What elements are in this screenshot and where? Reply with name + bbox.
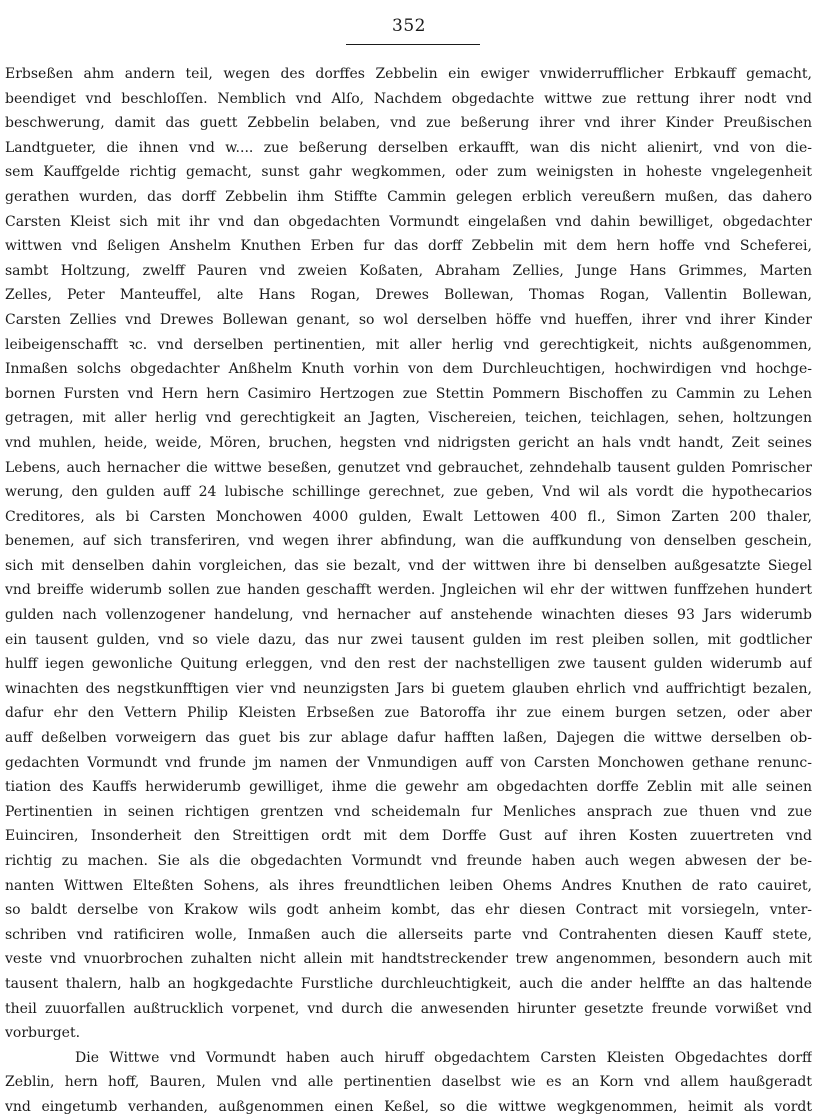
text-line: benemen, auf sich transferiren, vnd wegen ihrer abfindung, wan die auffkundung von denselben geschein, xyxy=(5,533,812,550)
text-line: winachten des negstkunfftigen vier vnd neunzigsten Jars bi guetem glauben ehrlich vnd auffrichtigt bezalen, xyxy=(5,680,812,697)
text-line: beendiget vnd beschloſſen. Nemblich vnd Alſo, Nachdem obgedachte wittwe zue rettung ihrer nodt vnd xyxy=(5,90,812,107)
text-line: beschwerung, damit das guett Zebbelin belaben, vnd zue beßerung ihrer vnd ihrer Kinder Preußischen xyxy=(5,115,812,132)
text-line: leibeigenschafft ꝛc. vnd derselben pertinentien, mit aller herlig vnd gerechtigkeit, nichts außgenommen, xyxy=(5,336,812,353)
text-line: vorburget. xyxy=(5,1025,81,1042)
text-line: vnd muhlen, heide, weide, Mören, bruchen, hegsten vnd nidrigsten gericht an hals vndt handt, Zeit seines xyxy=(5,434,812,451)
page-number: 352 xyxy=(392,16,426,36)
text-line: tausent thalern, halb an hogkgedachte Furstliche durchleuchtigkeit, auch die ander helffte an das haltende xyxy=(5,975,812,992)
text-line: Inmaßen solchs obgedachter Anßhelm Knuth vorhin von dem Durchleuchtigen, hochwirdigen vnd hochge- xyxy=(5,361,812,378)
text-line: so baldt derselbe von Krakow wils godt anheim kombt, das ehr diesen Contract mit vorsiegeln, vnter- xyxy=(5,902,812,919)
text-line: wittwen vnd ßeligen Anshelm Knuthen Erben fur das dorff Zebbelin mit dem hern hoffe vnd Scheferei, xyxy=(5,238,812,255)
paragraph xyxy=(5,62,812,1046)
text-line: Zeblin, hern hoff, Bauren, Mulen vnd alle pertinentien daselbst wie es an Korn vnd allem haußgeradt xyxy=(5,1074,812,1091)
text-line: Die Wittwe vnd Vormundt haben auch hiruff obgedachtem Carsten Kleisten Obgedachtes dorff xyxy=(75,1049,812,1066)
paragraph xyxy=(5,1046,812,1120)
text-line: Erbseßen ahm andern teil, wegen des dorffes Zebbelin ein ewiger vnwiderrufflicher Erbkauff gemacht, xyxy=(5,66,812,82)
text-line: Euinciren, Insonderheit den Streittigen ordt mit dem Dorffe Gust auf ihren Kosten zuuertreten vnd xyxy=(5,828,812,845)
text-line: Landtgueter, die ihnen vnd w.... zue beßerung derselben erkaufft, wan dis nicht alienirt, vnd von die- xyxy=(5,139,812,156)
text-line: vnd eingetumb verhanden, außgenommen einen Keßel, so die wittwe wegkgenommen, heimit als vordt xyxy=(5,1098,812,1115)
text-line: Carsten Zellies vnd Drewes Bollewan genant, so wol derselben höffe vnd hueffen, ihrer vnd ihrer Kinder xyxy=(5,311,812,328)
text-line: nanten Wittwen Elteßten Sohens, als ihres freundtlichen leiben Ohems Andres Knuthen de rato cauiret, xyxy=(5,877,812,894)
text-line: gedachten Vormundt vnd frunde jm namen der Vnmundigen auff von Carsten Monchowen gethane renunc- xyxy=(5,754,812,771)
text-line: theil zuuorfallen außtrucklich vorpenet, vnd durch die anwesenden hirunter gesetzte freunde vorwißet vnd xyxy=(5,1000,812,1017)
text-line: veste vnd vnuorbrochen zuhalten nicht allein mit handtstreckender trew angenommen, besondern auch mit xyxy=(5,951,812,968)
header-rule xyxy=(346,44,480,45)
text-line: gulden nach vollenzogener handelung, vnd hernacher auf anstehende winachten dieses 93 Jars widerumb xyxy=(5,607,812,624)
text-line: dafur ehr den Vettern Philip Kleisten Erbseßen zue Batoroffa ihr zue einem burgen setzen, oder aber xyxy=(5,705,812,722)
text-line: schriben vnd ratificiren wolle, Inmaßen auch die allerseits parte vnd Contrahenten diesen Kauff stete, xyxy=(5,926,812,943)
body-text xyxy=(5,62,812,1120)
text-line: richtig zu machen. Sie als die obgedachten Vormundt vnd freunde haben auch wegen abwesen der be- xyxy=(5,853,812,869)
text-line: Creditores, als bi Carsten Monchowen 4000 gulden, Ewalt Lettowen 400 fl., Simon Zarten 200 thaler, xyxy=(5,508,812,525)
text-line: sambt Holtzung, zwelff Pauren vnd zweien Koßaten, Abraham Zellies, Junge Hans Grimmes, Marten xyxy=(5,262,812,279)
text-line: getragen, mit aller herlig vnd gerechtigkeit an Jagten, Vischereien, teichen, teichlagen, sehen, holtzungen xyxy=(5,410,812,427)
text-line: gerathen wurden, das dorff Zebbelin ihm Stiffte Cammin gelegen erblich vereußern mußen, das dahero xyxy=(5,188,812,205)
text-line: bornen Fursten vnd Hern hern Casimiro Hertzogen zue Stettin Pommern Bischoffen zu Cammin zu Lehen xyxy=(5,385,812,402)
text-line: Pertinentien in seinen richtigen grentzen vnd scheidemaln fur Menliches ansprach zue thuen vnd zue xyxy=(5,803,812,820)
text-line: Carsten Kleist sich mit ihr vnd dan obgedachten Vormundt eingelaßen vnd dahin bewilliget, obgedachter xyxy=(5,213,812,230)
text-line: werung, den gulden auff 24 lubische schillinge gerechnet, zue geben, Vnd wil als vordt die hypothecarios xyxy=(5,484,812,501)
text-line: Lebens, auch hernacher die wittwe beseßen, genutzet vnd gebrauchet, zehndehalb tausent gulden Pomrischer xyxy=(5,459,812,476)
text-line: hulff iegen gewonliche Quitung erleggen, vnd den rest der nachstelligen zwe tausent gulden widerumb auf xyxy=(5,656,812,673)
text-line: ein tausent gulden, vnd so viele dazu, das nur zwei tausent gulden im rest pleiben sollen, mit godtlicher xyxy=(5,631,812,648)
text-line: sich mit denselben dahin vorgleichen, das sie bezalt, vnd der wittwen ihre bi denselben außgesatzte Siegel xyxy=(5,557,812,574)
text-line: Zelles, Peter Manteuffel, alte Hans Rogan, Drewes Bollewan, Thomas Rogan, Vallentin Bollewan, xyxy=(5,287,812,304)
text-line: vnd breiffe widerumb sollen zue handen geschafft werden. Jngleichen wil ehr der wittwen funffzehen hundert xyxy=(5,582,812,599)
text-line: tiation des Kauffs herwiderumb gewilliget, ihme die gewehr am obgedachten dorffe Zeblin mit alle seinen xyxy=(5,779,812,796)
text-line: sem Kauffgelde richtig gemacht, sunst gahr wegkommen, oder zum weinigsten in hoheste vngelegenheit xyxy=(5,164,812,181)
text-line: auff deßelben vorweigern das guet bis zur ablage dafur hafften laßen, Dajegen die wittwe derselben ob- xyxy=(5,730,812,747)
